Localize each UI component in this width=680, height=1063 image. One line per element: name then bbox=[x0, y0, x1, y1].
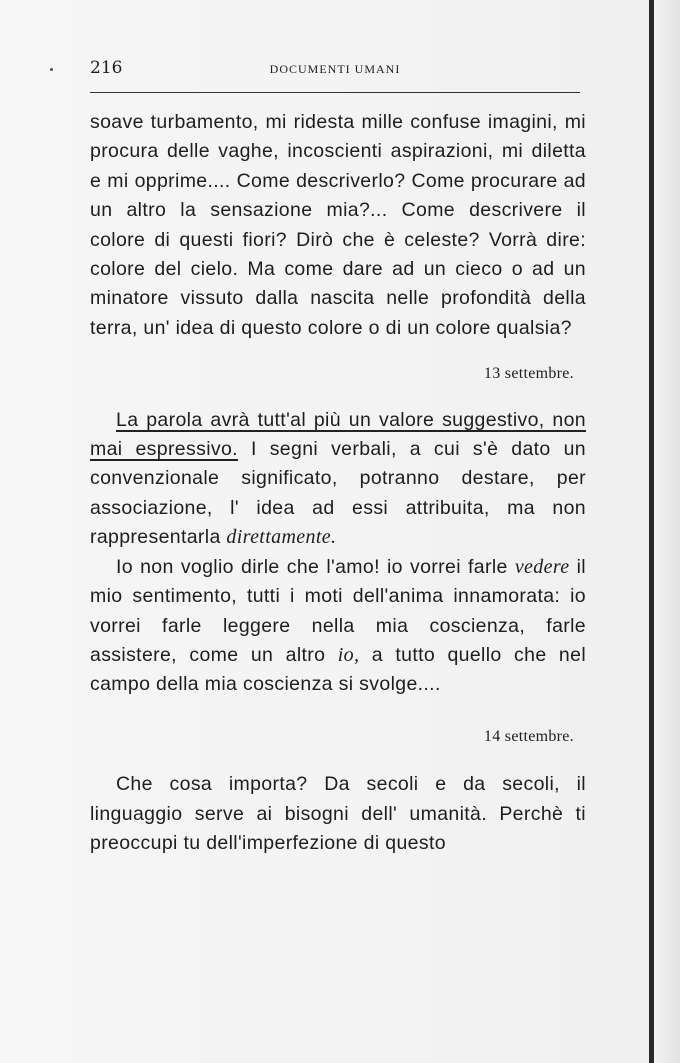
running-title: DOCUMENTI UMANI bbox=[269, 62, 401, 76]
page-number: 216 bbox=[90, 58, 123, 78]
paragraph-3-text-a: Io non voglio dirle che l'amo! io vorrei farle bbox=[116, 555, 515, 578]
italic-word-vedere: vedere bbox=[514, 555, 570, 578]
page-body bbox=[90, 108, 586, 858]
paragraph-4: Che cosa importa? Da secoli e da secoli, il linguaggio serve ai bisogni dell' umanità. Perchè ti preoccupi tu dell'imperfezione di questo bbox=[90, 773, 586, 854]
ink-speck bbox=[50, 68, 53, 71]
diary-date-13: 13 settembre. bbox=[483, 365, 574, 383]
paragraph-3-text-c: a tutto quello che nel campo della mia coscienza si svolge.... bbox=[90, 643, 586, 696]
paragraph-1: soave turbamento, mi ridesta mille confuse imagini, mi procura delle vaghe, incoscienti aspirazioni, mi diletta e mi opprime.... Come descriverlo? Come procurare ad un altro la sensazione mia?... Come descrivere il colore di questi fiori? Dirò che è celeste? Vorrà dire: colore del cielo. Ma come dare ad un cieco o ad un minatore vissuto dalla nascita nelle profondità della terra, un' idea di questo colore o di un colore qualsia? bbox=[90, 111, 586, 339]
paragraph-2 bbox=[90, 406, 586, 553]
paragraph-3 bbox=[90, 553, 586, 700]
book-spine-line bbox=[649, 0, 654, 1063]
paragraph-2-text: I segni verbali, a cui s'è dato un convenzionale significato, potranno destare, per associazione, l' idea ad essi attribuita, ma non rappresentarla bbox=[90, 438, 586, 549]
header-rule bbox=[90, 92, 580, 93]
italic-word-direttamente: direttamente. bbox=[226, 526, 337, 549]
underlined-passage: La parola avrà tutt'al più un valore suggestivo, non mai espressivo. bbox=[90, 408, 586, 461]
italic-word-io: io, bbox=[337, 643, 360, 666]
page-edge-shadow bbox=[654, 0, 680, 1063]
running-head bbox=[90, 58, 580, 80]
paragraph-3-text-b: il mio sentimento, tutti i moti dell'anima innamorata: io vorrei farle leggere nella mia coscienza, farle assistere, come un altro bbox=[90, 555, 586, 666]
diary-date-14: 14 settembre. bbox=[483, 727, 574, 745]
